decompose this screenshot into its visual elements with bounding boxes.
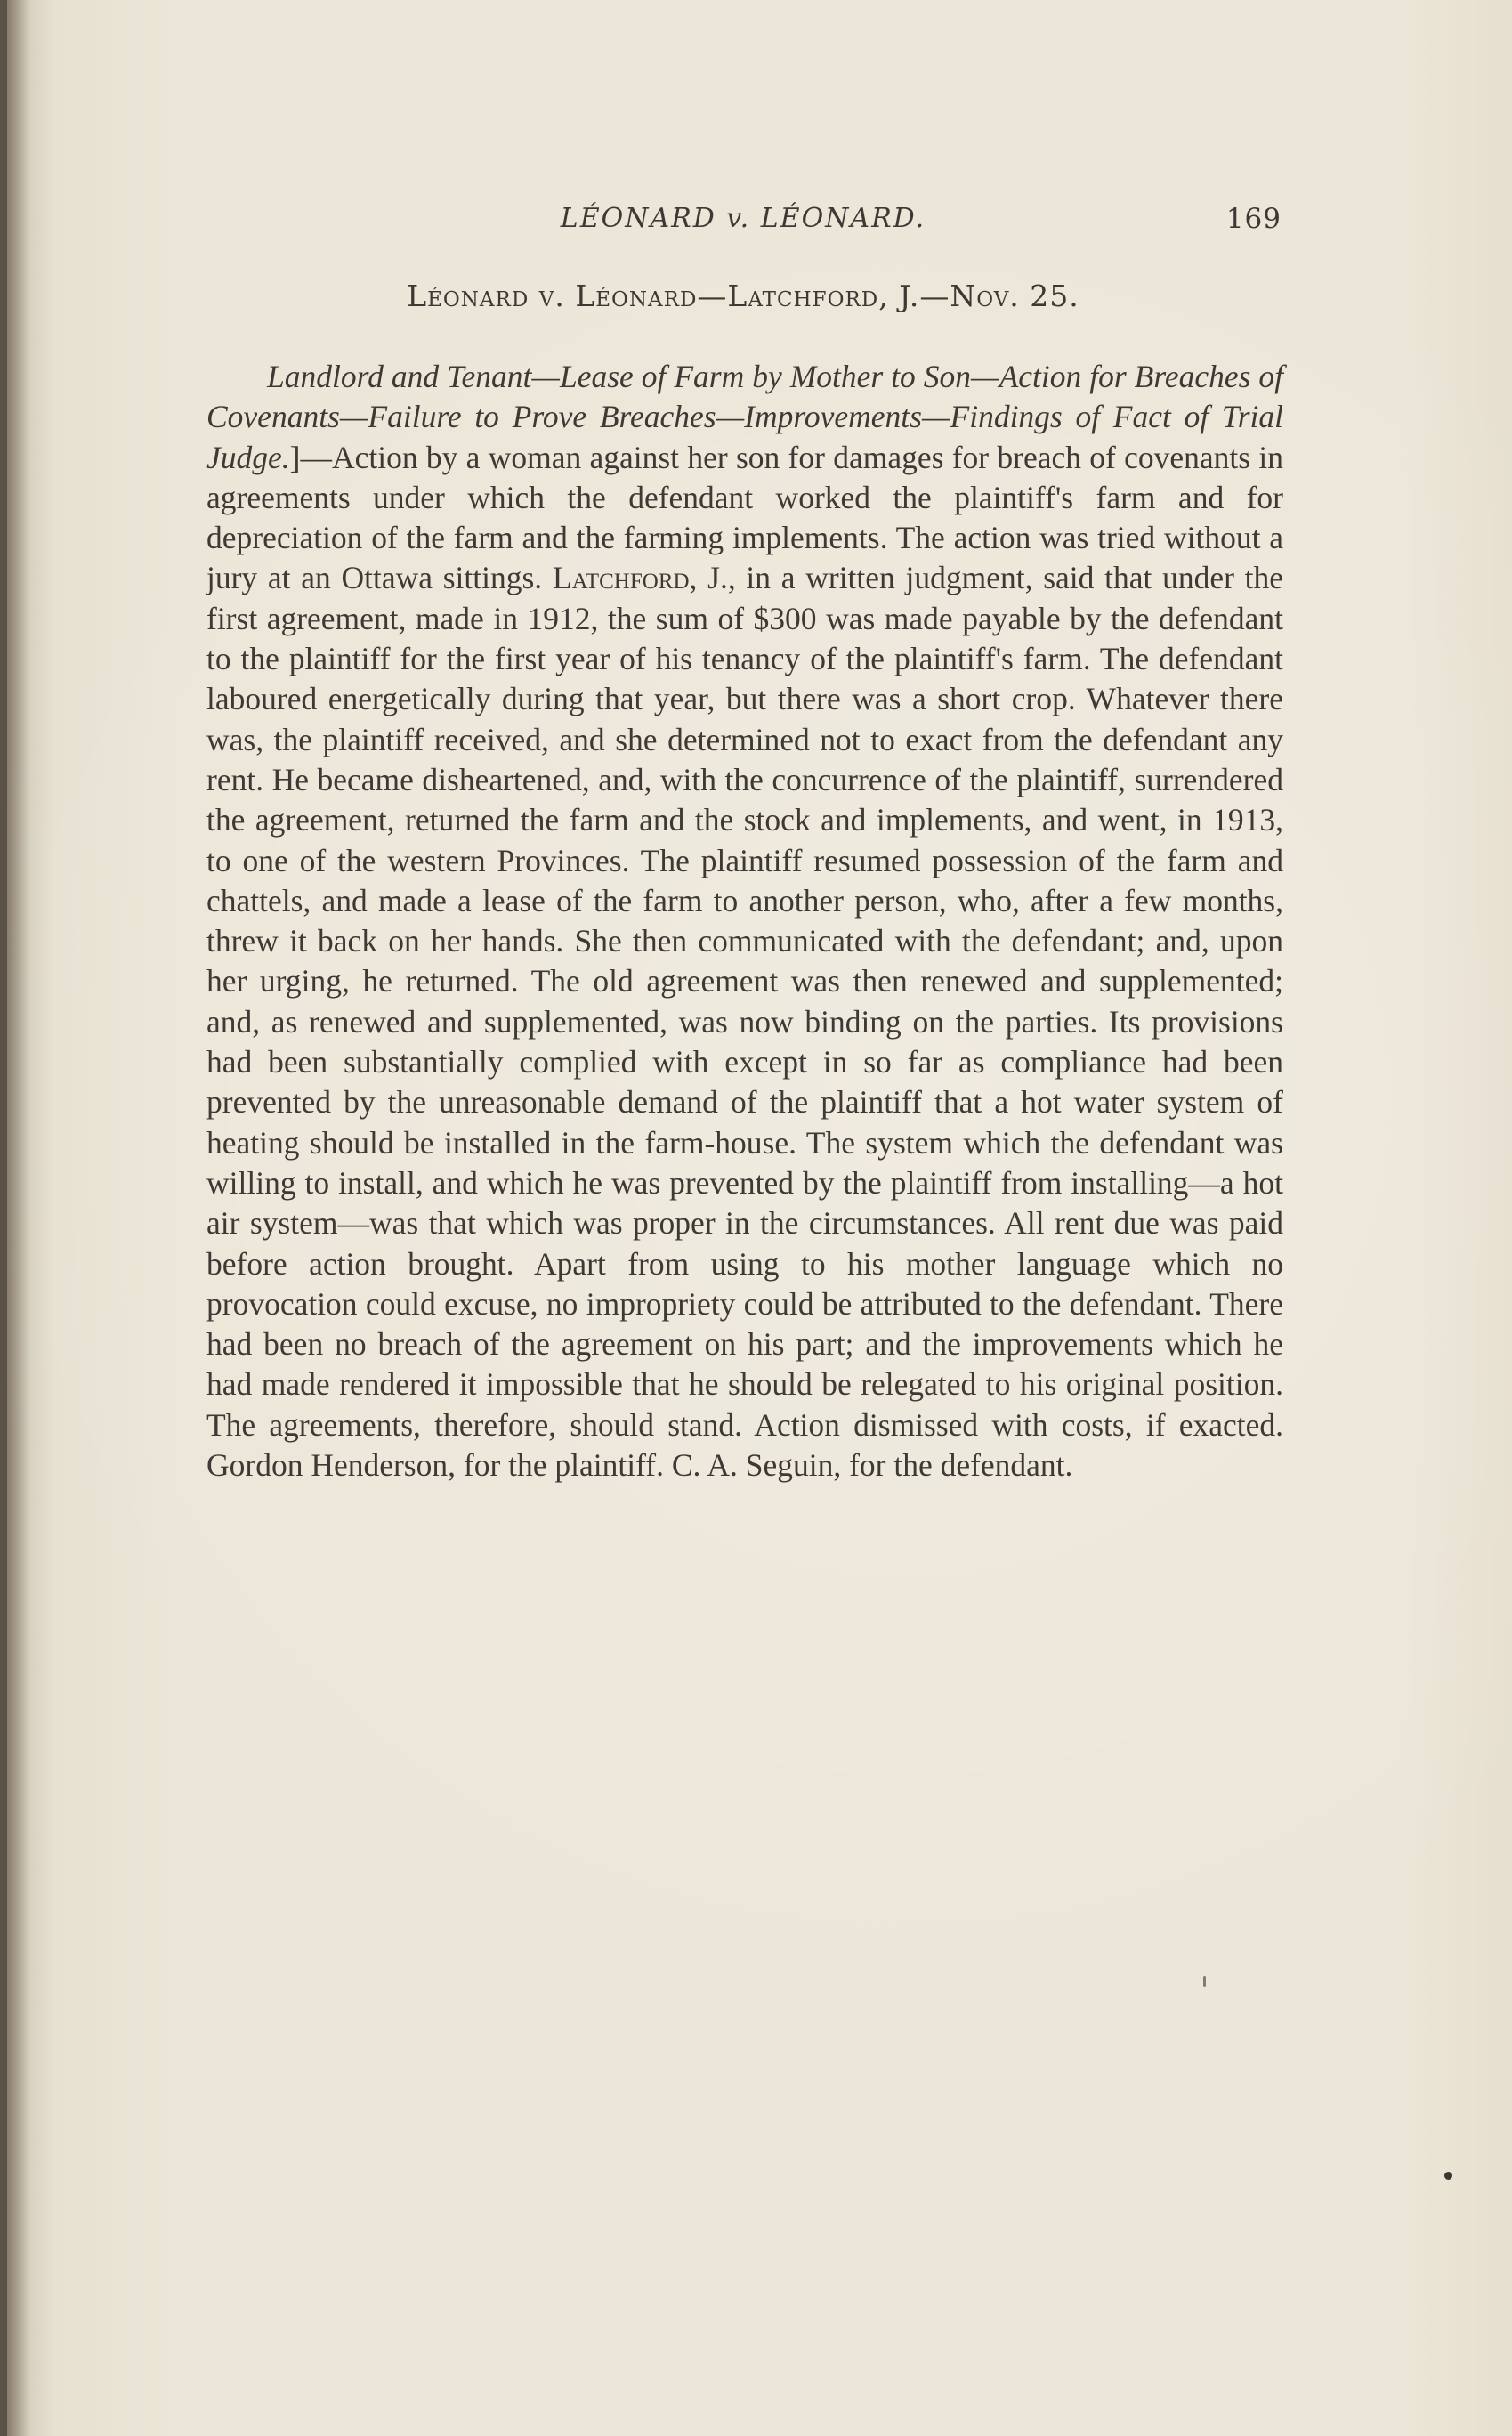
running-head: LÉONARD v. LÉONARD.	[560, 203, 926, 234]
ink-speck	[1444, 2172, 1452, 2180]
body-text-part-2: , J., in a written judgment, said that under the first agreement, made in 1912, the sum of $300 was made payable by the defendant to the plaintiff for the first year of his tenancy of the plaintiff's farm. The defendant laboured energetically during that year, but there was a short crop. Whatever there was, the plaintiff received, and she determined not to exact from the defendant any rent. He became disheartened, and, with the concurrence of the plaintiff, surrendered the agreement, returned the farm and the stock and implements, and went, in 1913, to one of the western Provinces. The plaintiff resumed possession of the farm and chattels, and made a lease of the farm to another person, who, after a few months, threw it back on her hands. She then communicated with the defendant; and, upon her urging, he returned. The old agreement was then renewed and supplemented; and, as renewed and supplemented, was now binding on the parties. Its provisions had been substantially complied with except in so far as compliance had been prevented by the unreasonable demand of the plaintiff that a hot water system of heating should be installed in the farm-house. The system which the defendant was willing to install, and which he was prevented by the plaintiff from installing—a hot air system—was that which was proper in the circumstances. All rent due was paid before action brought. Apart from using to his mother language which no provocation could excuse, no impropriety could be attributed to the defendant. There had been no breach of the agreement on his part; and the improvements which he had made rendered it impossible that he should be relegated to his original position. The agreements, therefore, should stand. Action dismissed with costs, if exacted. Gordon Henderson, for the plaintiff. C. A. Seguin, for the defendant.	[206, 560, 1283, 1484]
case-title: Léonard v. Léonard—Latchford, J.—Nov. 25.	[407, 279, 1079, 313]
ink-speck	[1203, 1976, 1206, 1987]
page-header	[205, 203, 1282, 239]
headnote: Landlord and Tenant—Lease of Farm by Mother to Son—Action for Breaches of Covenants—Failure to Prove Breaches—Improvements—Findings of Fact of Trial Judge.	[206, 359, 1283, 475]
judge-name: Latchford	[552, 560, 690, 596]
page-number: 169	[1225, 203, 1282, 235]
case-paragraph	[206, 357, 1283, 1485]
body-text-part-1: ]—Action by a woman against her son for damages for breach of covenants in agreements under which the defendant worked the plaintiff's farm and for depreciation of the farm and the farming implements. The action was tried without a jury at an Ottawa sittings.	[206, 439, 1283, 596]
book-spine-shadow	[0, 0, 7, 2436]
case-report-body	[206, 357, 1283, 1485]
